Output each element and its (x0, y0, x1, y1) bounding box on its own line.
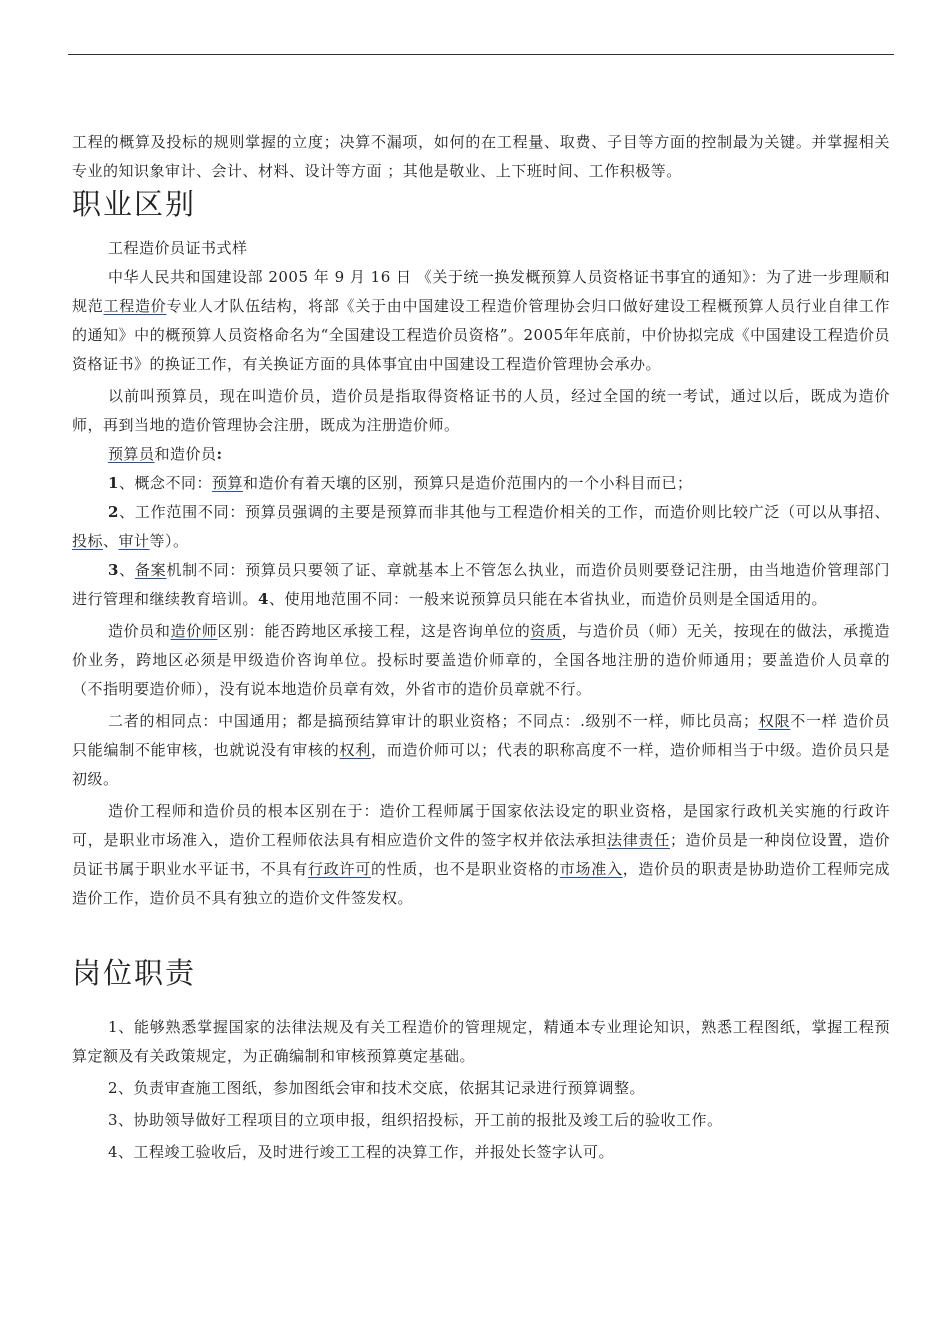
paragraph-text-d: ，造价员的职责是协助造价工程师完成造价工作，造价员不具有独立的造价文件签发权。 (72, 860, 890, 907)
comparison-heading-rest: 和造价员 (154, 445, 217, 463)
item-text-a: 、 (118, 561, 135, 579)
fundamental-difference-paragraph (72, 797, 890, 913)
paragraph-text-c: ，与造价员（师）无关，按现在的做法，承揽造价业务，跨地区必须是甲级造价咨询单位。投标时要盖造价师章的，全国各地注册的造价师通用；要盖造价人员章的（不指明要造价师），没有说本地造价员章有效，外省市的造价员章就不行。 (72, 622, 890, 698)
duty-item: 2、负责审查施工图纸，参加图纸会审和技术交底，依据其记录进行预算调整。 (108, 1079, 646, 1097)
paragraph-text-c: 的性质，也不是职业资格的 (370, 860, 560, 878)
cert-sample-line: 工程造价员证书式样 (108, 239, 248, 257)
link-budgeter[interactable]: 预算员 (108, 445, 155, 463)
item-text-b: 等）。 (149, 532, 189, 550)
link-legal-liability[interactable]: 法律责任 (606, 831, 670, 849)
duty-item: 4、工程竣工验收后，及时进行竣工工程的决算工作，并报处长签字认可。 (108, 1143, 615, 1161)
link-administrative-license[interactable]: 行政许可 (308, 860, 371, 878)
item-text-b: 和造价有着天壤的区别，预算只是造价范围内的一个小科目而已； (242, 474, 693, 492)
header-rule (68, 54, 894, 55)
section-title-job-duties: 岗位职责 (72, 956, 197, 990)
document-page (72, 128, 890, 1167)
notice-paragraph (72, 263, 890, 379)
paragraph-text-c: ，而造价师可以；代表的职称高度不一样，造价师相当于中级。造价员只是初级。 (72, 741, 890, 788)
item-separator: 、 (103, 532, 119, 550)
link-right[interactable]: 权利 (339, 741, 371, 759)
link-engineering-cost[interactable]: 工程造价 (103, 297, 167, 315)
comparison-heading-colon: : (216, 445, 223, 463)
notice-text-b: 专业人才队伍结构，将部《关于由中国建设工程造价管理协会归口做好建设工程概预算人员行业自律工作的通知》中的概预算人员资格命名为“全国建设工程造价员资格”。2005年年底前，中价协拟完成《中国建设工程造价员资格证书》的换证工作，有关换证方面的具体事宜由中国建设工程造价管理协会承办。 (72, 297, 890, 373)
link-audit[interactable]: 审计 (118, 532, 150, 550)
difference-item-1 (72, 469, 890, 498)
paragraph-text-b: 不一样 造价员只能编制不能审核，也就说没有审核的 (72, 712, 890, 759)
item-text-b: 机制不同：预算员只要领了证、章就基本上不管怎么执业，而造价员则要登记注册，由当地造价管理部门进行管理和继续教育培训。 (72, 561, 890, 608)
notice-text-a: 中华人民共和国建设部 2005 年 9 月 16 日 《关于统一换发概预算人员资格证书事宜的通知》：为了进一步理顺和规范 (72, 268, 890, 315)
item-number: 4 (258, 590, 269, 608)
intro-paragraph: 工程的概算及投标的规则掌握的立度；决算不漏项，如何的在工程量、取费、子目等方面的控制最为关键。并掌握相关专业的知识象审计、会计、材料、设计等方面 ；其他是敬业、上下班时间、工作积极等。 (72, 133, 890, 180)
paragraph-text-a: 造价工程师和造价员的根本区别在于：造价工程师属于国家依法设定的职业资格，是国家行政机关实施的行政许可，是职业市场准入，造价工程师依法具有相应造价文件的签字权并依法承担 (72, 802, 890, 849)
difference-item-3-4 (72, 556, 890, 614)
former-name-paragraph: 以前叫预算员，现在叫造价员，造价员是指取得资格证书的人员，经过全国的统一考试，通过以后，既成为造价师，再到当地的造价管理协会注册，既成为注册造价师。 (72, 387, 890, 434)
link-qualification[interactable]: 资质 (530, 622, 562, 640)
item-text-a: 、工作范围不同：预算员强调的主要是预算而非其他与工程造价相关的工作，而造价则比较广泛（可以从事招、 (118, 503, 890, 521)
paragraph-text-b: ；造价员是一种岗位设置，造价员证书属于职业水平证书，不具有 (72, 831, 890, 878)
duty-item: 3、协助领导做好工程项目的立项申报，组织招投标，开工前的报批及竣工后的验收工作。 (108, 1111, 723, 1129)
item-number: 1 (108, 474, 119, 492)
link-cost-engineer[interactable]: 造价师 (170, 622, 218, 640)
similarities-paragraph (72, 707, 890, 794)
paragraph-text-b: 区别：能否跨地区承接工程，这是咨询单位的 (217, 622, 531, 640)
item-text-a: 、概念不同： (118, 474, 212, 492)
link-bidding[interactable]: 投标 (72, 532, 104, 550)
item-number: 2 (108, 503, 119, 521)
difference-item-2 (72, 498, 890, 556)
section-title-career-difference: 职业区别 (72, 187, 197, 221)
link-market-access[interactable]: 市场准入 (559, 860, 623, 878)
comparison-heading (72, 440, 890, 469)
paragraph-text-a: 二者的相同点：中国通用；都是搞预结算审计的职业资格；不同点：.级别不一样，师比员高； (108, 712, 759, 730)
paragraph-text-a: 造价员和 (108, 622, 171, 640)
link-registration[interactable]: 备案 (134, 561, 167, 579)
item-number: 3 (108, 561, 119, 579)
link-authority[interactable]: 权限 (758, 712, 791, 730)
region-difference-paragraph (72, 617, 890, 704)
item-text-c: 、使用地范围不同：一般来说预算员只能在本省执业，而造价员则是全国适用的。 (268, 590, 827, 608)
link-budget[interactable]: 预算 (211, 474, 243, 492)
duty-item: 1、能够熟悉掌握国家的法律法规及有关工程造价的管理规定，精通本专业理论知识，熟悉工程图纸，掌握工程预算定额及有关政策规定，为正确编制和审核预算奠定基础。 (72, 1018, 890, 1065)
